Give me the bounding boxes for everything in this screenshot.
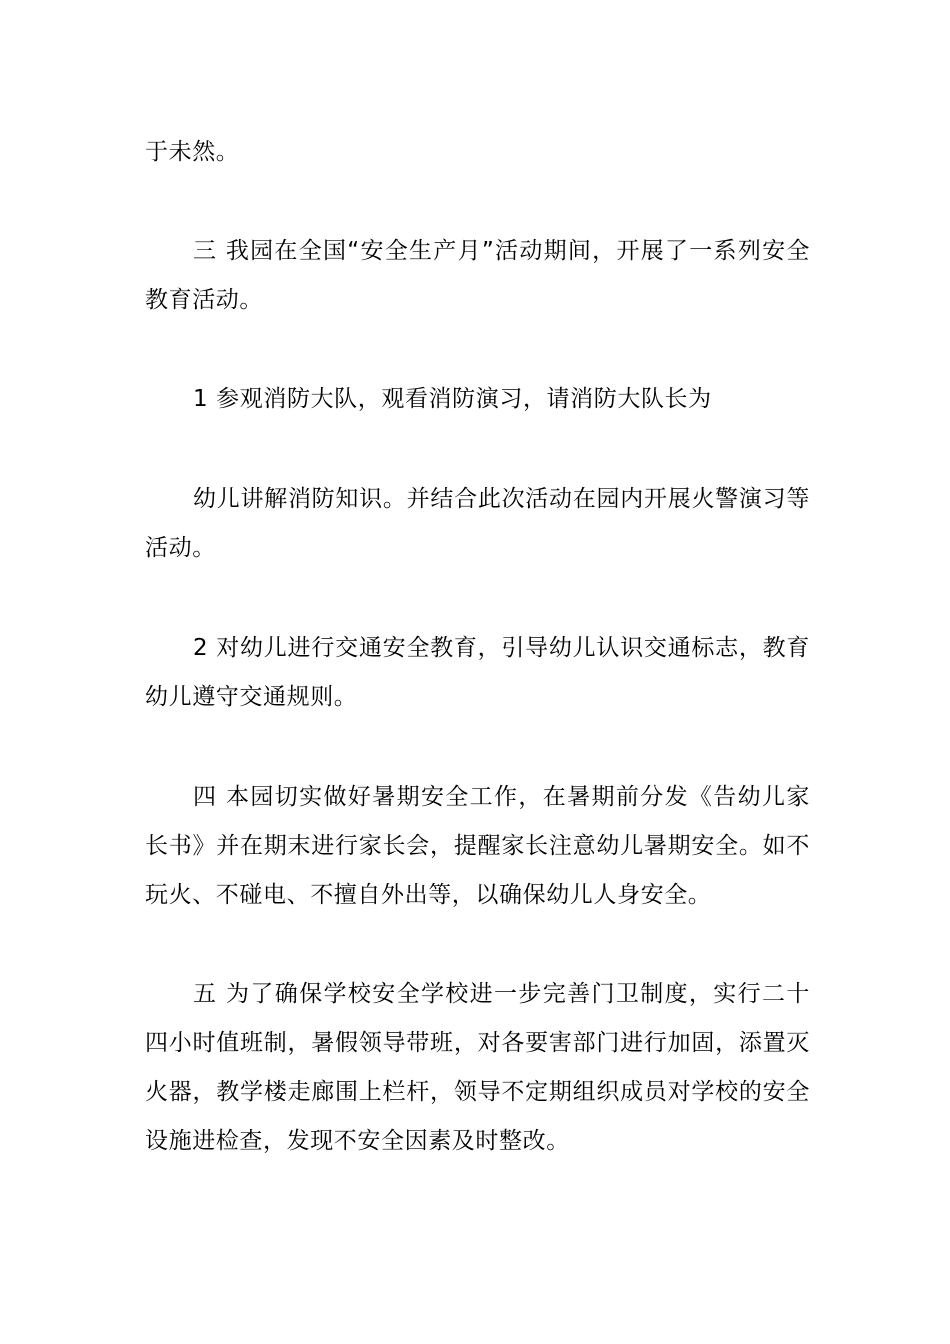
paragraph-section-three: 三 我园在全国“安全生产月”活动期间，开展了一系列安全教育活动。	[145, 238, 810, 313]
paragraph-section-four: 四 本园切实做好暑期安全工作，在暑期前分发《告幼儿家长书》并在期末进行家长会，提醒家长注意幼儿暑期安全。如不玩火、不碰电、不擅自外出等，以确保幼儿人身安全。	[145, 784, 810, 908]
paragraph-item-one-continued: 幼儿讲解消防知识。并结合此次活动在园内开展火警演习等活动。	[145, 486, 810, 561]
paragraph-continuation: 于未然。	[145, 139, 240, 165]
paragraph-section-five: 五 为了确保学校安全学校进一步完善门卫制度，实行二十四小时值班制，暑假领导带班，对各要害部门进行加固，添置灭火器，教学楼走廊围上栏杆，领导不定期组织成员对学校的安全设施进检查，发现不安全因素及时整改。	[145, 981, 810, 1154]
paragraph-item-one: 1 参观消防大队，观看消防演习，请消防大队长为	[193, 386, 712, 412]
paragraph-item-two: 2 对幼儿进行交通安全教育，引导幼儿认识交通标志，教育幼儿遵守交通规则。	[145, 635, 810, 710]
